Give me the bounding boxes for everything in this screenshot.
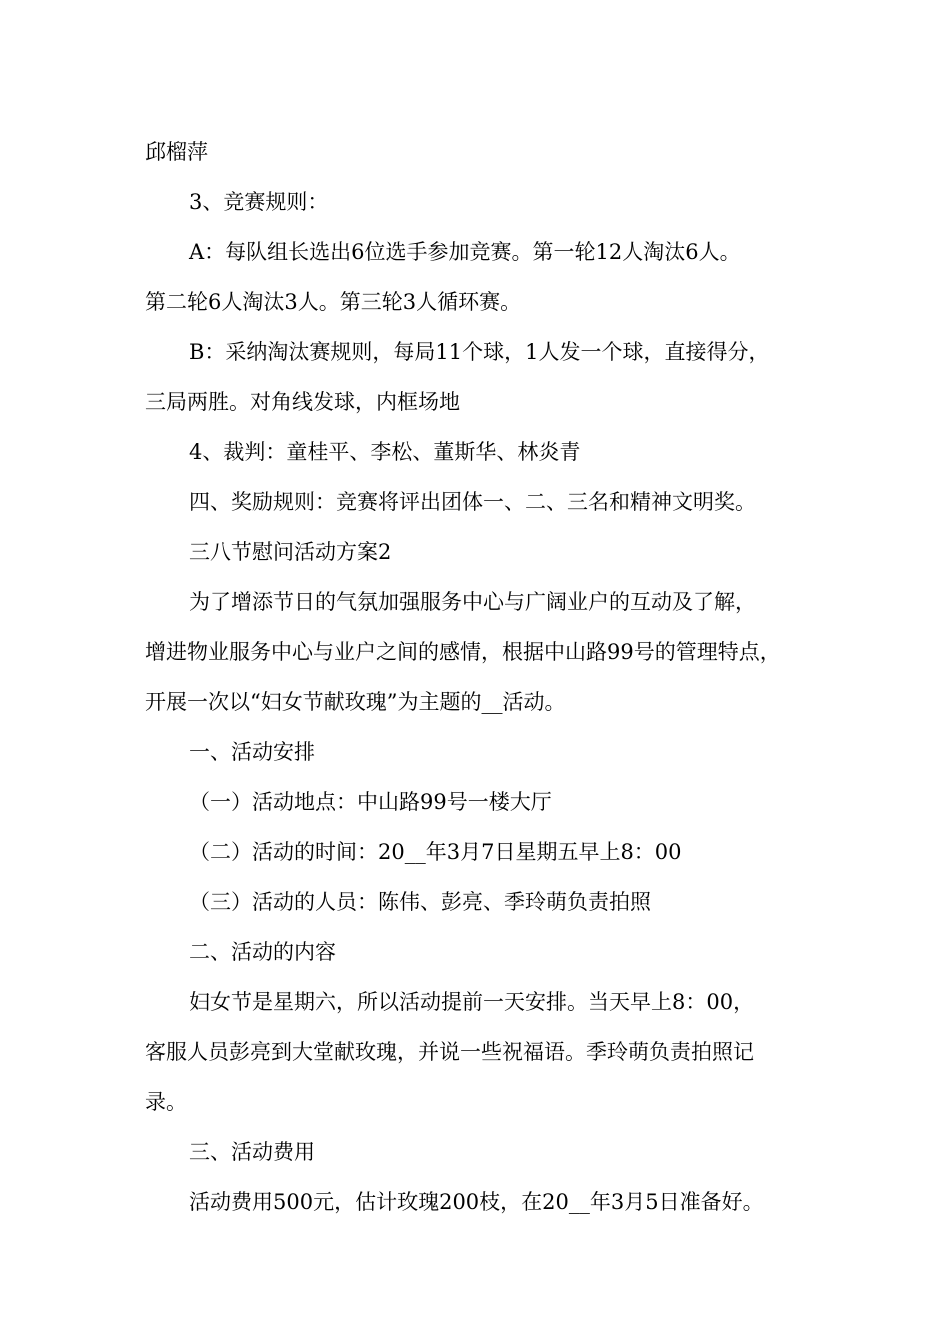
text-line: （三）活动的人员：陈伟、彭亮、季玲萌负责拍照 bbox=[189, 890, 651, 914]
text-line: 为了增添节日的气氛加强服务中心与广阔业户的互动及了解， bbox=[189, 590, 756, 614]
text-line: （一）活动地点：中山路99号一楼大厅 bbox=[189, 790, 552, 814]
document-body bbox=[145, 127, 815, 1227]
text-line: 客服人员彭亮到大堂献玫瑰，并说一些祝福语。季玲萌负责拍照记 bbox=[145, 1040, 754, 1064]
text-line: 活动费用500元，估计玫瑰200枝，在20__年3月5日准备好。 bbox=[189, 1190, 764, 1214]
text-line: A：每队组长选出6位选手参加竞赛。第一轮12人淘汰6人。 bbox=[189, 240, 741, 264]
text-line: 四、奖励规则：竞赛将评出团体一、二、三名和精神文明奖。 bbox=[189, 490, 756, 514]
text-line: 三局两胜。对角线发球，内框场地 bbox=[145, 390, 460, 414]
text-line: 增进物业服务中心与业户之间的感情，根据中山路99号的管理特点， bbox=[145, 640, 781, 664]
text-line: 录。 bbox=[145, 1090, 187, 1114]
text-line: 4、裁判：童桂平、李松、董斯华、林炎青 bbox=[189, 440, 581, 464]
text-line: 邱榴萍 bbox=[145, 140, 208, 164]
text-line: B：采纳淘汰赛规则，每局11个球，1人发一个球，直接得分， bbox=[189, 340, 770, 364]
text-line: （二）活动的时间：20__年3月7日星期五早上8：00 bbox=[189, 840, 682, 864]
text-line: 3、竞赛规则： bbox=[189, 190, 329, 214]
section-heading: 一、活动安排 bbox=[189, 740, 315, 764]
text-line: 第二轮6人淘汰3人。第三轮3人循环赛。 bbox=[145, 290, 522, 314]
section-heading: 二、活动的内容 bbox=[189, 940, 336, 964]
section-heading: 三、活动费用 bbox=[189, 1140, 315, 1164]
section-heading: 三八节慰问活动方案2 bbox=[189, 540, 392, 564]
text-line: 开展一次以“妇女节献玫瑰”为主题的__活动。 bbox=[145, 690, 566, 714]
text-line: 妇女节是星期六，所以活动提前一天安排。当天早上8：00， bbox=[189, 990, 755, 1014]
